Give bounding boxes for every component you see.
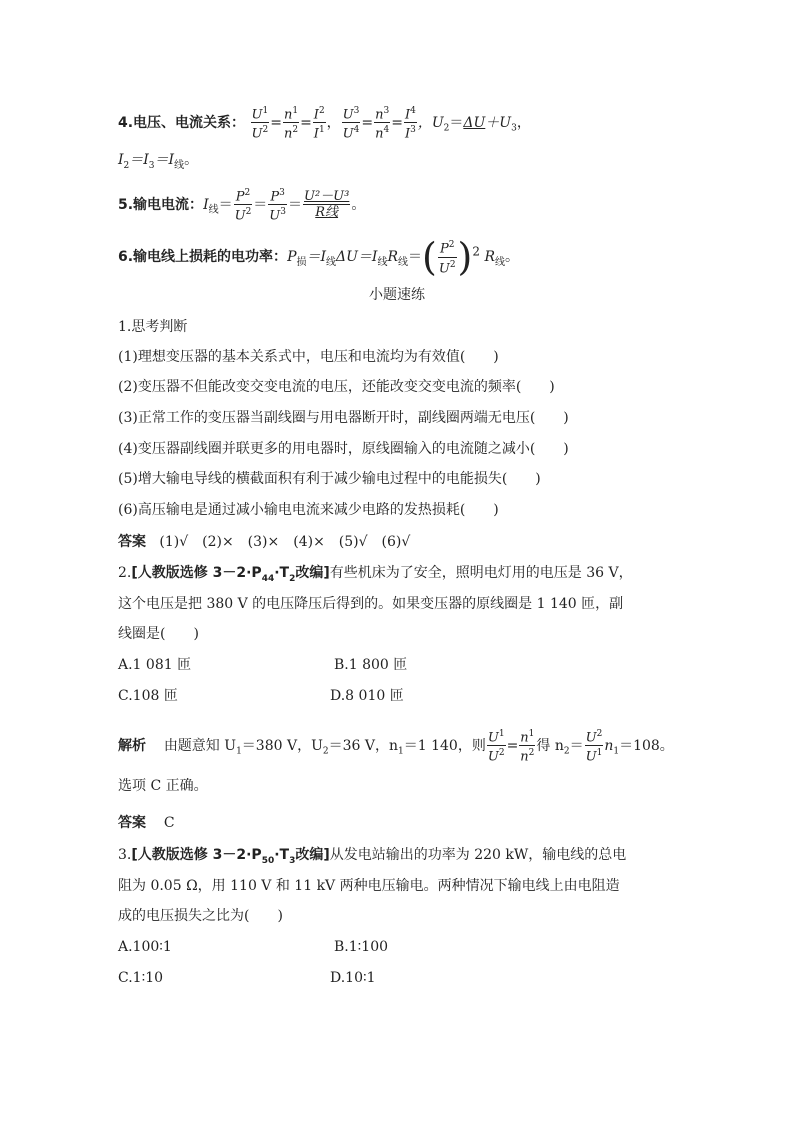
ratio-i2-i1: $\frac{I^2}{I^1}$ <box>313 106 325 142</box>
ratio-u1-u2: $\frac{U^1}{U^2}$ <box>251 106 269 142</box>
q1-item-4: (4)变压器副线圈并联更多的用电器时，原线圈输入的电流随之减小( ) <box>118 441 569 457</box>
q2-line3: 线圈是( ) <box>118 626 199 642</box>
ratio-u3-u4: $\frac{U^3}{U^4}$ <box>342 106 360 142</box>
q1-item-5: (5)增大输电导线的横截面积有利于减少输电过程中的电能损失( ) <box>118 471 541 487</box>
ratio-i4-i3: $\frac{I^4}{I^3}$ <box>404 106 416 142</box>
q1-item-1: (1)理想变压器的基本关系式中，电压和电流均为有效值( ) <box>118 349 499 365</box>
q2-option-c: C.108 匝 <box>118 688 178 704</box>
q2-answer: 答案 C <box>118 815 175 831</box>
q3-option-c: C.1∶10 <box>118 970 164 986</box>
q2-jiexi: 解析 由题意知 $U_1=380$ V，$U_2=36$ V，$n_1=1$ 140，则 $\frac{U^1}{U^2}$ = $\frac{n^1}{n^2}$ 得 $n_2=$ $\frac{U^2}{U^1}$ $n_1=108$。 <box>118 729 674 765</box>
section-title: 小题速练 <box>369 287 425 303</box>
q1-item-3: (3)正常工作的变压器当副线圈与用电器断开时，副线圈两端无电压( ) <box>118 410 569 426</box>
item4-line2: $I_2=I_3=I_线$。 <box>118 152 199 171</box>
q1-heading: 1.思考判断 <box>118 319 188 335</box>
ratio-p3-u3: $\frac{P^3}{U^3}$ <box>269 188 286 224</box>
q2-option-d: D.8 010 匝 <box>330 688 404 704</box>
item6-label: 6.输电线上损耗的电功率： <box>118 249 288 265</box>
q1-item-2: (2)变压器不但能改变交变电流的电压，还能改变交变电流的频率( ) <box>118 379 555 395</box>
item4-label: 4.电压、电流关系： <box>118 114 246 131</box>
item5-line: 5.输电电流：$I_线=$ $\frac{P^2}{U^2}$ ＝ $\frac{P^3}{U^3}$ ＝ $\frac{\text{U²－U³}}{\text{R线}}$ 。 <box>118 188 366 224</box>
q2-line1: 2.[人教版选修 $3-2\cdot P_{44}\cdot T_2$改编]有些机床为了安全，照明电灯用的电压是 36 V， <box>118 565 633 584</box>
q3-option-b: B.1∶100 <box>334 939 389 955</box>
jiexi-ratio-n: $\frac{n^1}{n^2}$ <box>520 729 535 765</box>
ratio-n1-n2: $\frac{n^1}{n^2}$ <box>283 106 299 142</box>
q3-line3: 成的电压损失之比为( ) <box>118 908 283 924</box>
jiexi-ratio-u2-u1: $\frac{U^2}{U^1}$ <box>585 729 603 765</box>
ratio-du-r: $\frac{\text{U²－U³}}{\text{R线}}$ <box>304 189 350 221</box>
answer-label: 答案 <box>118 534 146 550</box>
item4-line1: 4.电压、电流关系： $\frac{U^1}{U^2}$ = $\frac{n^1}{n^2}$ = $\frac{I^2}{I^1}$ ， $\frac{U^3}{U^4}$ = $\frac{n^3}{n^4}$ = $\frac{I^4}{I^3}$ ，$U_2=\Delta U+U_3$， <box>118 106 531 142</box>
jiexi-label: 解析 <box>118 737 146 754</box>
ratio-p2-u2: $\frac{P^2}{U^2}$ <box>234 188 252 224</box>
answer-text: (1)√ (2)× (3)× (4)× (5)√ (6)√ <box>159 534 411 550</box>
q2-option-a: A.1 081 匝 <box>118 657 192 673</box>
q2-option-b: B.1 800 匝 <box>334 657 408 673</box>
q1-answer <box>118 532 410 552</box>
ratio-p-u: $\frac{P^2}{U^2}$ <box>438 240 456 276</box>
item6-line: 6.输电线上损耗的电功率：$P_损=I_线\Delta U=I_线R_线=$( $\frac{P^2}{U^2}$ )2 $R_线$。 <box>118 235 520 279</box>
q3-option-a: A.100∶1 <box>118 939 172 955</box>
q2-line2: 这个电压是把 380 V 的电压降压后得到的。如果变压器的原线圈是 1 140 匝，副 <box>118 596 624 612</box>
q3-option-d: D.10∶1 <box>330 970 376 986</box>
item5-label: 5.输电电流： <box>118 196 204 213</box>
q2-conclusion: 选项 C 正确。 <box>118 778 208 794</box>
q3-line2: 阻为 0.05 Ω，用 110 V 和 11 kV 两种电压输电。两种情况下输电线上由电阻造 <box>118 878 620 894</box>
q3-line1: 3.[人教版选修 $3-2\cdot P_{50}\cdot T_3$改编]从发电站输出的功率为 220 kW，输电线的总电 <box>118 847 627 866</box>
q1-item-6: (6)高压输电是通过减小输电电流来减少电路的发热损耗( ) <box>118 502 499 518</box>
delta-u: ΔU <box>463 114 486 131</box>
jiexi-ratio-u: $\frac{U^1}{U^2}$ <box>487 729 505 765</box>
ratio-n3-n4: $\frac{n^3}{n^4}$ <box>375 106 390 142</box>
